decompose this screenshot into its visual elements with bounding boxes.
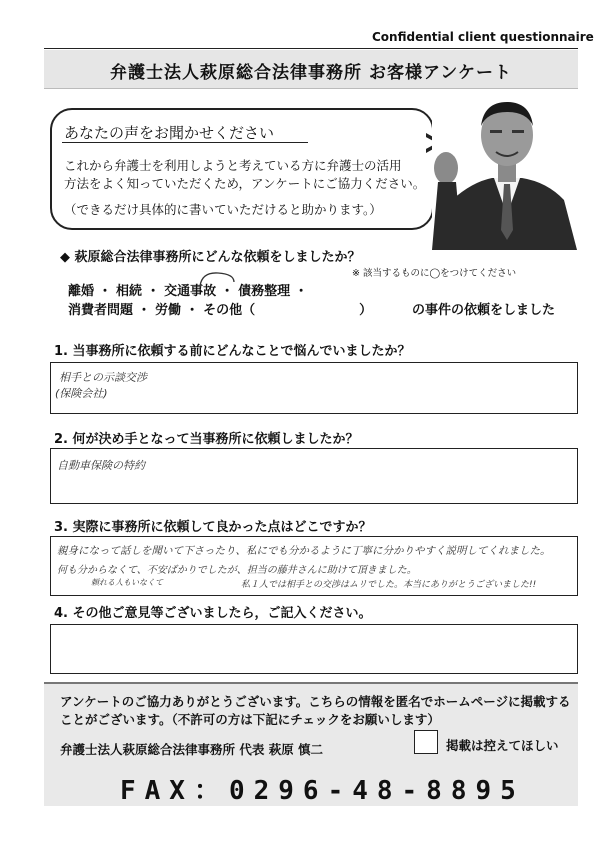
answer-box-1[interactable] — [50, 362, 578, 414]
intro-line-1: これから弁護士を利用しようと考えている方に弁護士の活用 — [64, 158, 402, 173]
question-4: 4. その他ご意見等ございましたら，ご記入ください。 — [54, 606, 372, 621]
header-rule — [44, 48, 578, 49]
answer-3-insert: 頼れる人もいなくて — [91, 578, 163, 587]
intro-heading-underline — [62, 142, 308, 143]
intro-line-2: 方法をよく知っていただくため，アンケートにご協力ください。 — [64, 176, 426, 191]
case-options-line-2: 消費者問題 ・ 労働 ・ その他（ ） — [68, 303, 373, 318]
intro-line-3: （できるだけ具体的に書いていただけると助かります。） — [64, 202, 382, 217]
answer-3-line-3: 私１人では相手との交渉はムリでした。本当にありがとうございました!! — [241, 580, 537, 590]
intro-heading: あなたの声をお聞かせください — [64, 124, 275, 142]
case-options-suffix: の事件の依頼をしました — [412, 303, 556, 318]
fax-number: FAX：0296-48-8895 — [120, 776, 525, 806]
answer-1-line-1: 相手との示談交渉 — [59, 371, 147, 384]
answer-box-4[interactable] — [50, 624, 578, 674]
selection-note: ※ 該当するものに◯をつけてください — [352, 268, 517, 279]
case-type-question: ◆ 萩原総合法律事務所にどんな依頼をしましたか？ — [60, 250, 361, 265]
signature: 弁護士法人萩原総合法律事務所 代表 萩原 慎二 — [60, 742, 324, 757]
answer-1-line-2: (保険会社) — [55, 387, 108, 400]
footer-line-2: ことがございます。（不許可の方は下記にチェックをお願いします） — [60, 712, 440, 727]
document-label: Confidential client questionnaire — [372, 30, 594, 44]
no-publish-label: 掲載は控えてほしい — [446, 738, 559, 753]
answer-box-3[interactable] — [50, 536, 578, 596]
question-1: 1. 当事務所に依頼する前にどんなことで悩んでいましたか？ — [54, 344, 411, 359]
footer-line-1: アンケートのご協力ありがとうございます。こちらの情報を匿名でホームページに掲載する — [60, 694, 571, 709]
answer-2-line-1: 自動車保険の特約 — [57, 459, 145, 472]
no-publish-checkbox[interactable] — [414, 730, 438, 754]
question-3: 3. 実際に事務所に依頼して良かった点はどこですか？ — [54, 520, 372, 535]
lawyer-photo — [432, 90, 582, 250]
question-2: 2. 何が決め手となって当事務所に依頼しましたか？ — [54, 432, 359, 447]
answer-3-line-2: 何も分からなくて、不安ばかりでしたが、担当の藤井さんに助けて頂きました。 — [57, 565, 417, 576]
page-title: 弁護士法人萩原総合法律事務所 お客様アンケート — [110, 63, 512, 83]
answer-3-line-1: 親身になって話しを聞いて下さったり、私にでも分かるように丁寧に分かりやすく説明してくれました。 — [57, 545, 551, 557]
answer-box-2[interactable] — [50, 448, 578, 504]
case-options-line-1: 離婚 ・ 相続 ・ 交通事故 ・ 債務整理 ・ — [68, 284, 308, 299]
selected-option-circle — [196, 270, 238, 292]
